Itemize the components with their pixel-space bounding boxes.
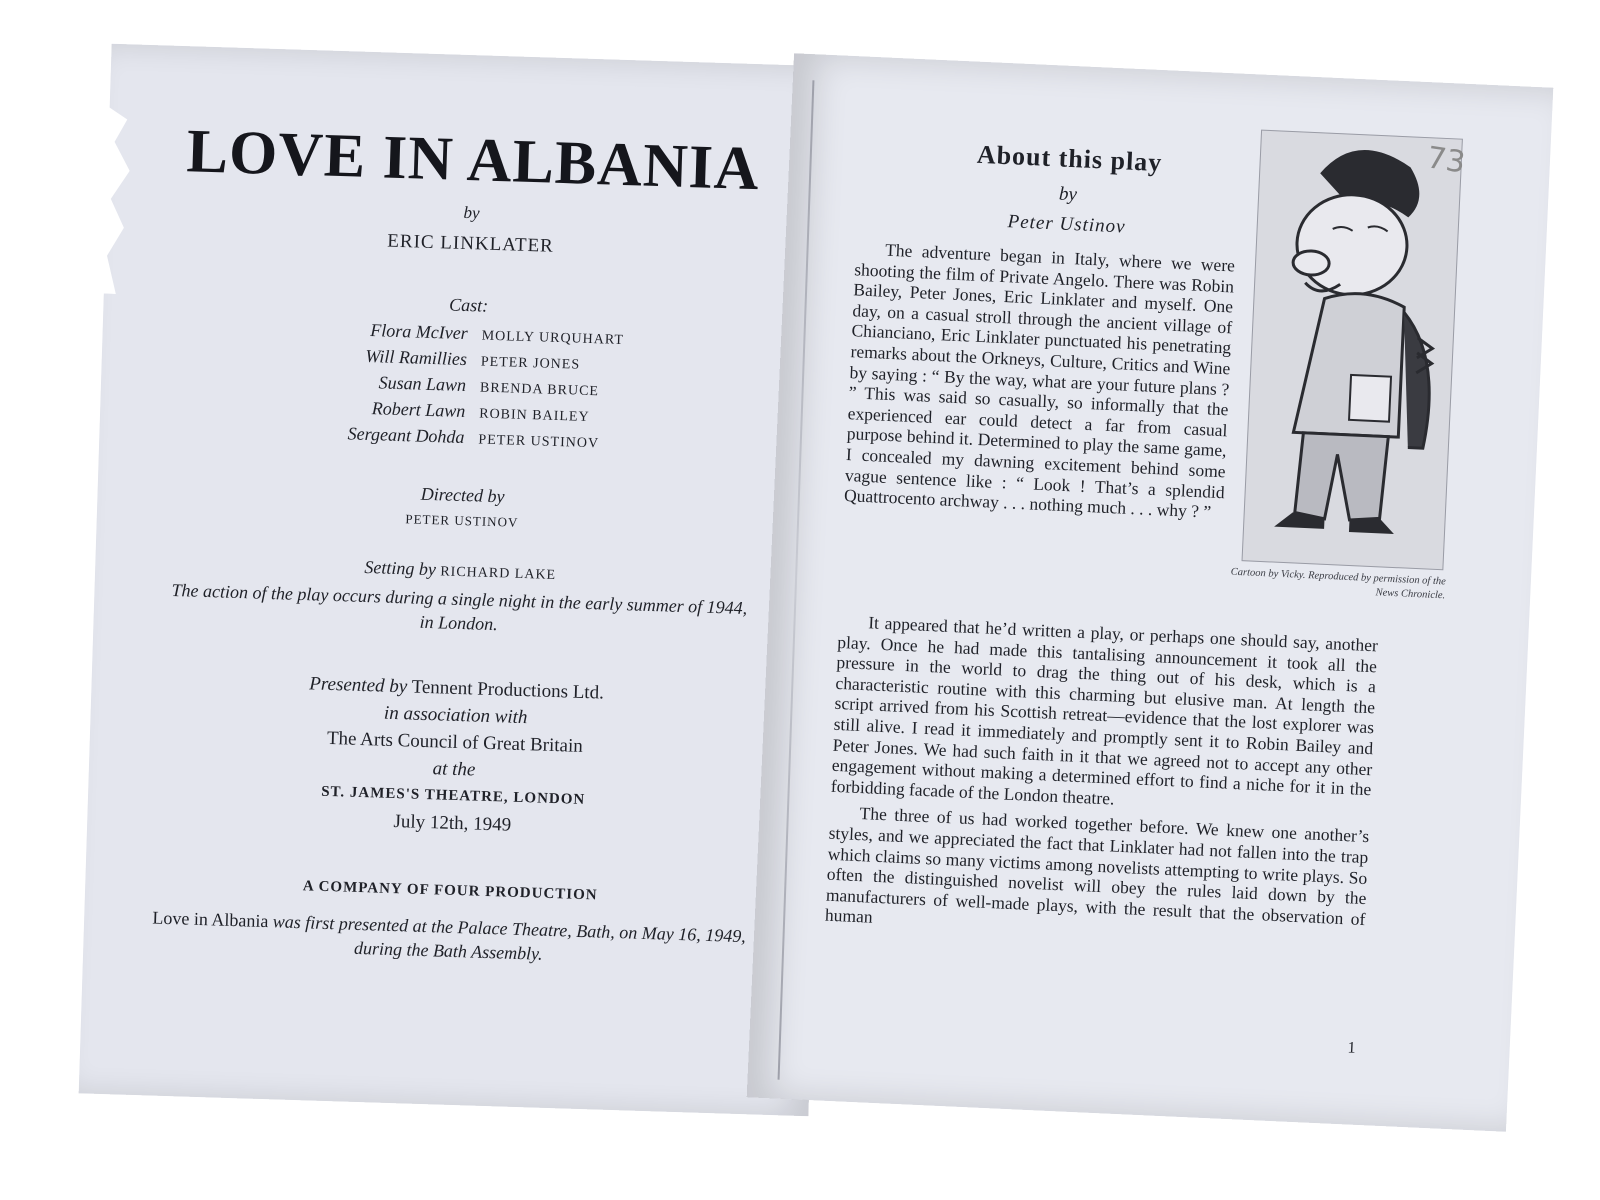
article-paragraph: The adventure began in Italy, where we were shooting the film of Private Angelo. There was Robin Bailey, Peter Jones, Eric Linklater and myself. One day, on a casual stroll through the ancient village of Chianciano, Eric Linklater punctuated his penetrating remarks about the Orkneys, Culture, Critics and Wine by saying : “ By the way, what are your future plans ? ” This was said so casually, so informally that the experienced ear could detect a far from casual purpose behind it. Determined to play the same game, I concealed my dawning excitement behind some vague sentence like : “ Look ! That’s a splendid Quattrocento archway . . . nothing much . . . why ? ” xyxy=(843,239,1236,522)
page-number: 1 xyxy=(1347,1039,1356,1057)
article-column-narrow xyxy=(843,238,1235,529)
association-label: in association with xyxy=(383,702,528,729)
caricature-illustration xyxy=(1242,130,1463,571)
designer-name: RICHARD LAKE xyxy=(440,564,557,584)
playwright-name: ERIC LINKLATER xyxy=(387,230,555,257)
role-name: Sergeant Dohda xyxy=(347,423,465,448)
actor-name: BRENDA BRUCE xyxy=(479,380,600,400)
left-page xyxy=(79,44,842,1116)
right-page xyxy=(747,53,1554,1131)
company-line: A COMPANY OF FOUR PRODUCTION xyxy=(302,878,598,904)
by-label: by xyxy=(463,202,480,223)
at-label: at the xyxy=(432,758,476,781)
article-author: Peter Ustinov xyxy=(1007,211,1127,238)
role-name: Susan Lawn xyxy=(378,372,467,396)
first-presented-text: was first presented at the Palace Theatre, Bath, on May 16, 1949, during the Bath Assembly. xyxy=(272,911,747,964)
first-presented-note xyxy=(138,905,759,972)
article-column-wide xyxy=(824,611,1378,956)
theatre-name: ST. JAMES'S THEATRE, LONDON xyxy=(320,783,586,809)
presenter-name: Tennent Productions Ltd. xyxy=(411,676,605,704)
action-note: The action of the play occurs during a single night in the early summer of 1944, in London. xyxy=(171,579,748,635)
presented-block xyxy=(87,663,822,848)
role-name: Robert Lawn xyxy=(371,398,466,422)
article-paragraph: It appeared that he’d written a play, or perhaps one should say, another play. Once he had made this tantalising announcement it took all the pressure in the world to drag the thing out of his desk, which is a characteristic routine with this charming but elusive man. At length the script arrived from his Scottish retreat—evidence that the lost explorer was still alive. I read it immediately and promptly sent it to Robin Bailey and Peter Jones. We had such faith in it that we agreed not to accept any other engagement without making a determined effort to find a niche for it in the forbidding facade of the London theatre. xyxy=(830,612,1379,809)
director-name: PETER USTINOV xyxy=(405,511,519,530)
pencil-annotation: 73 xyxy=(1424,140,1468,181)
cast-label: Cast: xyxy=(448,294,489,316)
actor-name: PETER USTINOV xyxy=(478,432,600,452)
directed-by-label: Directed by xyxy=(420,483,505,507)
actor-name: ROBIN BAILEY xyxy=(478,406,590,425)
role-name: Flora McIver xyxy=(370,320,469,344)
first-play-title: Love in Albania xyxy=(152,907,269,932)
actor-name: MOLLY URQUHART xyxy=(481,328,625,349)
article-heading: About this play xyxy=(976,139,1163,178)
actor-name: PETER JONES xyxy=(480,354,581,373)
article-paragraph: The three of us had worked together before. We knew one another’s styles, and we appreciated the fact that Linklater had not fallen into the trap which claims so many victims among novelists attempting to write plays. So often the distinguished novelist will obey the rules laid down by the manufacturers of well-made plays, with the result that the observation of human xyxy=(824,803,1370,929)
cast-list xyxy=(274,317,698,460)
premiere-date: July 12th, 1949 xyxy=(393,811,512,836)
presented-label: Presented by xyxy=(308,673,408,698)
cartoon-caption: Cartoon by Vicky. Reproduced by permission of the News Chronicle. xyxy=(1230,566,1447,602)
role-name: Will Ramillies xyxy=(365,345,468,370)
council-name: The Arts Council of Great Britain xyxy=(326,727,584,757)
article-by-label: by xyxy=(1058,183,1078,206)
setting-label: Setting by xyxy=(364,556,437,580)
play-title: LOVE IN ALBANIA xyxy=(185,117,761,204)
caricature-drawing xyxy=(1243,131,1462,570)
